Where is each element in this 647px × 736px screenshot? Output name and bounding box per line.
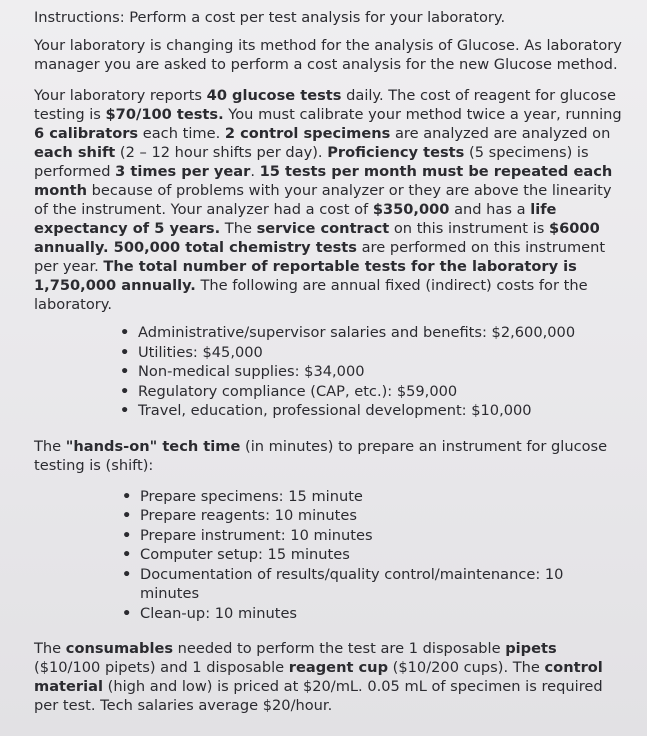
list-item (120, 323, 625, 343)
list-item-text: Prepare reagents: 10 minutes (140, 507, 357, 524)
list-item (120, 401, 625, 421)
text-run: The (34, 640, 66, 657)
bullet-icon: • (120, 324, 130, 341)
text-run: (5 specimens) is performed (34, 144, 589, 180)
bold-run: consumables (65, 640, 174, 657)
bold-run: 3 times per year (115, 163, 251, 180)
intro-paragraph: Your laboratory is changing its method for the analysis of Glucose. As laboratory manager you are asked to perform a cost analysis for the new Glucose method. (34, 37, 622, 73)
bold-run: pipets (505, 640, 557, 657)
list-item (122, 506, 625, 526)
bold-run: service contract (256, 220, 390, 237)
list-item-text: Utilities: $45,000 (138, 343, 263, 361)
list-item (122, 545, 625, 565)
bold-run: reagent cup (288, 659, 389, 676)
bold-run: The total number of reportable tests for the laboratory is 1,750,000 annually. (34, 258, 577, 294)
text-run: . (250, 163, 260, 180)
consumables-paragraph (34, 639, 625, 715)
bold-run: $70/100 tests. (105, 106, 224, 123)
text-run: are analyzed are analyzed on (390, 125, 611, 142)
bullet-icon: • (120, 363, 130, 380)
text-run: each time. (138, 125, 225, 142)
text-run: and has a (449, 201, 531, 218)
tech-time-paragraph (34, 437, 625, 475)
bold-run: 2 control specimens (224, 125, 391, 142)
bold-run: each shift (34, 144, 116, 161)
text-run: You must calibrate your method twice a year, running (223, 106, 622, 123)
bold-run: 15 tests per month must be repeated each month (34, 163, 613, 199)
bullet-icon: • (122, 526, 132, 544)
text-run: (high and low) is priced at $20/mL. 0.05 mL of specimen is required per test. Tech salaries average $20/hour. (34, 678, 603, 714)
text-run: (2 – 12 hour shifts per day). (115, 144, 328, 161)
list-item (122, 526, 625, 546)
bold-run: control material (34, 659, 603, 695)
list-item-text: Prepare instrument: 10 minutes (140, 526, 373, 544)
lab-details-paragraph (34, 86, 625, 314)
instructions-title: Instructions: Perform a cost per test analysis for your laboratory. (34, 9, 506, 26)
list-item-text: Administrative/supervisor salaries and benefits: $2,600,000 (138, 324, 576, 341)
bullet-icon: • (122, 507, 132, 524)
text-run: Your laboratory reports (34, 87, 207, 104)
text-run: ($10/100 pipets) and 1 disposable (34, 659, 289, 676)
list-item-text: Clean-up: 10 minutes (140, 604, 298, 622)
text-run: needed to perform the test are 1 disposable (173, 640, 506, 657)
bullet-icon: • (122, 487, 132, 505)
bullet-icon: • (122, 546, 132, 563)
bold-run: 6 calibrators (34, 125, 139, 142)
list-item (120, 362, 625, 382)
text-run: are performed on this instrument per year. (34, 239, 606, 275)
list-item-text: Prepare specimens: 15 minute (140, 487, 363, 505)
fixed-costs-list (120, 323, 625, 421)
text-run: (in minutes) to prepare an instrument for glucose testing is (shift): (34, 437, 608, 474)
bullet-icon: • (120, 382, 130, 400)
text-run: The following are annual fixed (indirect) costs for the laboratory. (34, 277, 588, 313)
tech-tasks-list (122, 487, 625, 624)
text-run: ($10/200 cups). The (388, 659, 545, 676)
list-item-text: Non-medical supplies: $34,000 (138, 363, 365, 380)
text-run: The (34, 437, 66, 455)
bold-run: life expectancy of 5 years. (34, 201, 557, 237)
text-run: daily. The cost of reagent for glucose testing is (34, 87, 616, 123)
list-item (120, 343, 625, 363)
bullet-icon: • (120, 402, 130, 419)
list-item-text: Travel, education, professional development: $10,000 (138, 402, 532, 419)
bullet-icon: • (120, 343, 130, 361)
list-item (122, 565, 625, 604)
list-item (122, 604, 625, 624)
bold-run: $350,000 (372, 201, 450, 218)
list-item-text: Documentation of results/quality control/maintenance: 10 minutes (140, 565, 564, 602)
bold-run: Proficiency tests (327, 144, 465, 161)
list-item (122, 487, 625, 507)
bold-run: $6000 annually. 500,000 total chemistry tests (34, 220, 600, 256)
text-run: because of problems with your analyzer or they are above the linearity of the instrument. Your analyzer had a cost of (34, 182, 612, 218)
bold-run: "hands-on" tech time (65, 437, 241, 455)
list-item (120, 382, 625, 402)
text-run: The (220, 220, 257, 237)
text-run: on this instrument is (389, 220, 549, 237)
bullet-icon: • (122, 604, 132, 622)
bold-run: 40 glucose tests (206, 87, 342, 104)
list-item-text: Regulatory compliance (CAP, etc.): $59,000 (138, 382, 458, 400)
bullet-icon: • (122, 565, 132, 583)
list-item-text: Computer setup: 15 minutes (140, 546, 350, 563)
